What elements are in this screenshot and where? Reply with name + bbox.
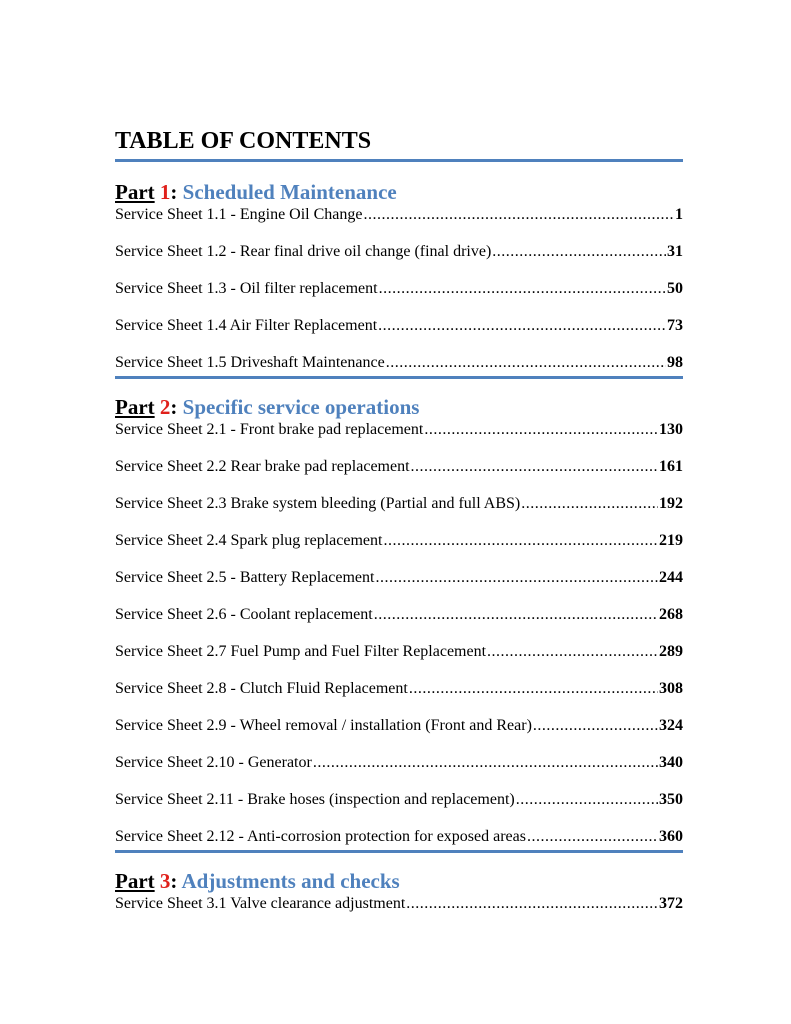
toc-entry[interactable] [115,679,683,716]
entry-label[interactable]: Service Sheet 2.9 - Wheel removal / installation (Front and Rear) [115,717,532,734]
entry-page[interactable]: 308 [659,680,683,697]
dot-leader [406,894,658,914]
dot-leader [424,420,658,440]
entry-page[interactable]: 372 [659,895,683,912]
entry-label[interactable]: Service Sheet 2.10 - Generator [115,754,312,771]
dot-leader [383,531,658,551]
part-number: 3 [159,869,171,893]
entry-page[interactable]: 31 [667,243,683,260]
entry-label[interactable]: Service Sheet 2.4 Spark plug replacement [115,532,383,549]
part-colon: : [170,395,178,419]
entry-label[interactable]: Service Sheet 1.5 Driveshaft Maintenance [115,354,385,371]
part-word: Part [115,395,155,419]
entry-page[interactable]: 73 [667,317,683,334]
toc-entry[interactable] [115,790,683,827]
dot-leader [411,457,658,477]
toc-entry[interactable] [115,894,683,917]
toc-entry[interactable] [115,605,683,642]
part-colon: : [170,869,178,893]
entry-label[interactable]: Service Sheet 2.5 - Battery Replacement [115,569,375,586]
toc-entry[interactable] [115,279,683,316]
part-heading [115,869,683,893]
toc-page [115,127,683,917]
toc-title: TABLE OF CONTENTS [115,127,683,162]
toc-entry[interactable] [115,753,683,790]
dot-leader [521,494,658,514]
entry-label[interactable]: Service Sheet 1.3 - Oil filter replacement [115,280,378,297]
toc-entry[interactable] [115,420,683,457]
entry-label[interactable]: Service Sheet 2.11 - Brake hoses (inspection and replacement) [115,791,515,808]
part-section [115,180,683,379]
part-heading [115,180,683,204]
part-section [115,395,683,853]
dot-leader [386,353,666,373]
toc-entry[interactable] [115,353,683,376]
entry-page[interactable]: 360 [659,828,683,845]
toc-entry[interactable] [115,457,683,494]
entry-label[interactable]: Service Sheet 2.3 Brake system bleeding (Partial and full ABS) [115,495,521,512]
part-number: 2 [159,395,171,419]
entry-page[interactable]: 192 [659,495,683,512]
dot-leader [374,605,658,625]
part-title: Scheduled Maintenance [182,180,397,204]
dot-leader [313,753,658,773]
dot-leader [533,716,658,736]
toc-entry[interactable] [115,316,683,353]
part-colon: : [170,180,178,204]
entry-page[interactable]: 350 [659,791,683,808]
entry-label[interactable]: Service Sheet 1.2 - Rear final drive oil change (final drive) [115,243,492,260]
entry-page[interactable]: 289 [659,643,683,660]
toc-entry[interactable] [115,242,683,279]
entry-label[interactable]: Service Sheet 2.6 - Coolant replacement [115,606,373,623]
dot-leader [379,279,666,299]
dot-leader [527,827,658,847]
entry-page[interactable]: 324 [659,717,683,734]
entry-page[interactable]: 98 [667,354,683,371]
entry-page[interactable]: 219 [659,532,683,549]
entry-label[interactable]: Service Sheet 1.4 Air Filter Replacement [115,317,378,334]
part-word: Part [115,180,155,204]
entry-page[interactable]: 161 [659,458,683,475]
entry-label[interactable]: Service Sheet 1.1 - Engine Oil Change [115,206,363,223]
toc-entry[interactable] [115,827,683,850]
toc-entry[interactable] [115,568,683,605]
entry-page[interactable]: 340 [659,754,683,771]
dot-leader [409,679,658,699]
entry-page[interactable]: 268 [659,606,683,623]
part-title: Specific service operations [182,395,420,419]
dot-leader [375,568,658,588]
dot-leader [378,316,666,336]
dot-leader [516,790,658,810]
toc-entry[interactable] [115,205,683,242]
part-word: Part [115,869,155,893]
entry-label[interactable]: Service Sheet 2.8 - Clutch Fluid Replacement [115,680,408,697]
dot-leader [364,205,675,225]
part-section [115,869,683,917]
dot-leader [487,642,658,662]
dot-leader [492,242,666,262]
toc-entry[interactable] [115,494,683,531]
entry-page[interactable]: 1 [675,206,683,223]
entry-label[interactable]: Service Sheet 2.1 - Front brake pad replacement [115,421,424,438]
entry-page[interactable]: 50 [667,280,683,297]
entry-page[interactable]: 130 [659,421,683,438]
toc-entry[interactable] [115,642,683,679]
part-title: Adjustments and checks [181,869,400,893]
part-heading [115,395,683,419]
entry-label[interactable]: Service Sheet 2.12 - Anti-corrosion protection for exposed areas [115,828,526,845]
entry-label[interactable]: Service Sheet 3.1 Valve clearance adjustment [115,895,406,912]
entry-label[interactable]: Service Sheet 2.2 Rear brake pad replacement [115,458,410,475]
toc-entry[interactable] [115,716,683,753]
toc-entry[interactable] [115,531,683,568]
entry-label[interactable]: Service Sheet 2.7 Fuel Pump and Fuel Filter Replacement [115,643,487,660]
entry-page[interactable]: 244 [659,569,683,586]
part-number: 1 [159,180,171,204]
